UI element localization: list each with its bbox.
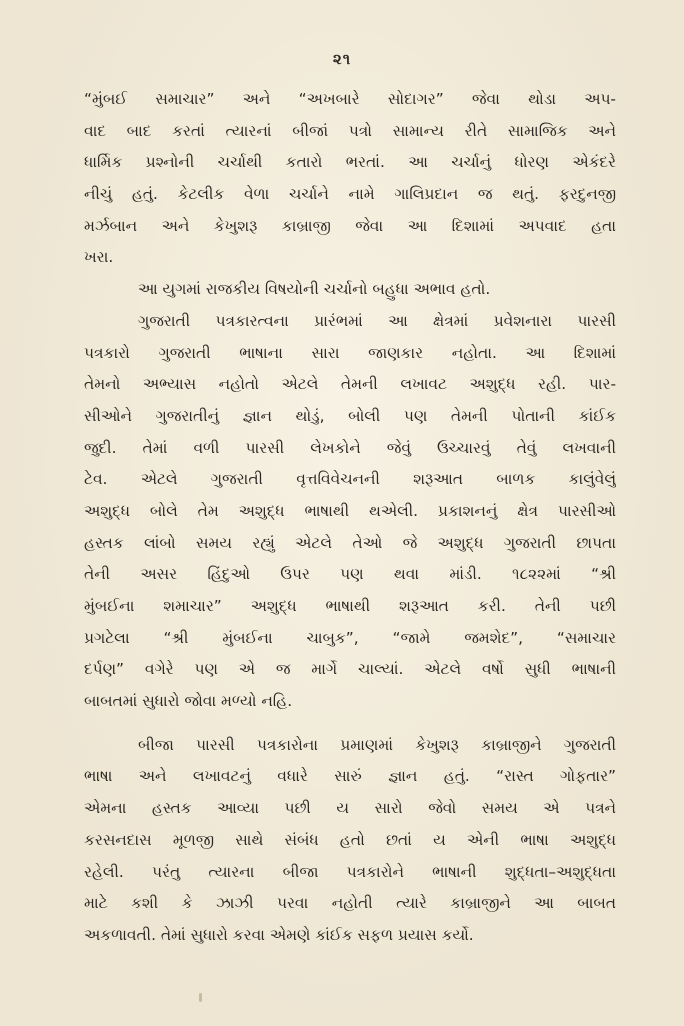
text-line: દર્પણ” વગેરે પણ એ જ માર્ગે ચાલ્યાં. એટલે વર્ષો સુધી ભાષાની	[84, 660, 616, 679]
text-line: મુંબઈના શમાચાર” અશુદ્ધ ભાષાથી શરૂઆત કરી. તેની પછી	[84, 597, 616, 615]
text-line: આ યુગમાં રાજકીય વિષયોની ચર્ચાનો બહુધા અભાવ હતો.	[138, 280, 491, 299]
text-line: માટે કશી કે ઝાઝી પરવા નહોતી ત્યારે કાબ્રાજીને આ બાબત	[84, 894, 616, 913]
text-line: “મુંબઈ સમાચાર” અને “અખબારે સોદાગર” જેવા થોડા અપ-	[84, 90, 616, 108]
paragraph-gap	[84, 718, 616, 730]
body-text	[84, 84, 616, 952]
text-line: ટેવ. એટલે ગુજરાતી વૃત્તવિવેચનની શરૂઆત બાળક કાલુંવેલું	[84, 470, 616, 489]
text-line: જુદી. તેમાં વળી પારસી લેખકોને જેવું ઉચ્ચારવું તેવું લખવાની	[84, 438, 616, 457]
text-line: પ્રગટેલા “શ્રી મુંબઈના ચાબુક”, “જામે જમશેદ”, “સમાચાર	[84, 628, 616, 647]
text-line: અશુદ્ધ બોલે તેમ અશુદ્ધ ભાષાથી થએલી. પ્રકાશનનું ક્ષેત્ર પારસીઓ	[84, 501, 616, 520]
text-line: મર્ઝબાન અને કેખુશરૂ કાબ્રાજી જેવા આ દિશામાં અપવાદ હતા	[84, 216, 616, 235]
text-line: ભાષા અને લખાવટનું વધારે સારું જ્ઞાન હતું. “રાસ્ત ગોફતાર”	[84, 767, 616, 786]
text-line: વાદ બાદ કરતાં ત્યારનાં બીજાં પત્રો સામાન્ય રીતે સામાજિક અને	[84, 121, 616, 140]
text-line: પત્રકારો ગુજરાતી ભાષાના સારા જાણકાર નહોતા. આ દિશામાં	[84, 343, 616, 362]
paper-speck	[199, 993, 202, 1002]
page-number: ૨૧	[332, 50, 352, 68]
text-line: તેની અસર હિંદુઓ ઉપર પણ થવા માંડી. ૧૮૨૨માં “શ્રી	[84, 565, 616, 584]
text-line: નીચું હતું. કેટલીક વેળા ચર્ચાને નામે ગાલિપ્રદાન જ થતું. ફરદુનજી	[84, 185, 616, 204]
text-line: ધાર્મિક પ્રશ્નોની ચર્ચાથી કતારો ભરતાં. આ ચર્ચાનું ધોરણ એકંદરે	[84, 153, 616, 172]
text-line: બાબતમાં સુધારો જોવા મળ્યો નહિ.	[84, 692, 293, 711]
text-line: તેમનો અભ્યાસ નહોતો એટલે તેમની લખાવટ અશુદ્ધ રહી. પાર-	[84, 375, 616, 394]
text-line: સીઓને ગુજરાતીનું જ્ઞાન થોડું, બોલી પણ તેમની પોતાની કાંઈક	[84, 406, 616, 425]
text-line: બીજા પારસી પત્રકારોના પ્રમાણમાં કેખુશરૂ કાબ્રાજીને ગુજરાતી	[138, 735, 616, 754]
text-line: અકળાવતી. તેમાં સુધારો કરવા એમણે કાંઈક સફળ પ્રયાસ કર્યો.	[84, 925, 474, 944]
text-line: એમના હસ્તક આવ્યા પછી ય સારો જેવો સમય એ પત્રને	[84, 799, 616, 818]
text-line: હસ્તક લાંબો સમય રહ્યું એટલે તેઓ જે અશુદ્ધ ગુજરાતી છાપતા	[84, 533, 616, 552]
text-line: કરસનદાસ મૂળજી સાથે સંબંધ હતો છતાં ય એની ભાષા અશુદ્ધ	[84, 830, 616, 849]
text-line: ખરા.	[84, 248, 114, 267]
text-line: રહેલી. પરંતુ ત્યારના બીજા પત્રકારોને ભાષાની શુદ્ધતા–અશુદ્ધતા	[84, 862, 616, 881]
text-line: ગુજરાતી પત્રકારત્વના પ્રારંભમાં આ ક્ષેત્રમાં પ્રવેશનારા પારસી	[138, 311, 616, 330]
